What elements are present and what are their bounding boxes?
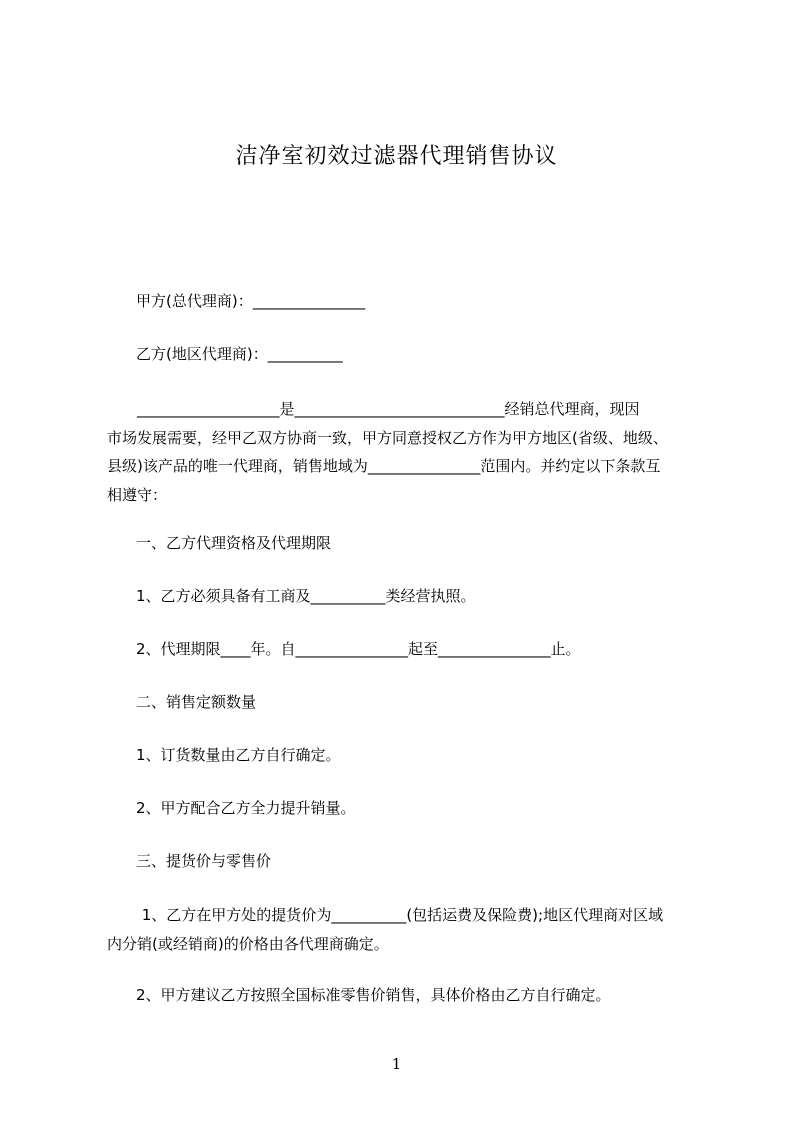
document-title: 洁净室初效过滤器代理销售协议 xyxy=(235,144,558,169)
intro-line: 相遵守： xyxy=(107,485,168,504)
intro-line: 县级)该产品的唯一代理商，销售地域为_______________范围内。并约定以下条款互 xyxy=(107,457,661,475)
section-3-heading: 三、提货价与零售价 xyxy=(136,852,272,870)
intro-line: 市场发展需要，经甲乙双方协商一致，甲方同意授权乙方作为甲方地区(省级、地级、 xyxy=(107,428,668,447)
section-1-item-1: 1、乙方必须具备有工商及__________类经营执照。 xyxy=(136,587,476,605)
party-a-line: 甲方(总代理商)：_______________ xyxy=(136,292,366,310)
section-1-heading: 一、乙方代理资格及代理期限 xyxy=(136,534,332,552)
section-1-item-2: 2、代理期限____年。自_______________起至_______________止。 xyxy=(136,640,581,658)
section-3-item-1-line: 内分销(或经销商)的价格由各代理商确定。 xyxy=(107,934,389,953)
party-b-line: 乙方(地区代理商)：__________ xyxy=(136,345,343,363)
intro-paragraph xyxy=(107,395,715,509)
section-3-item-1-line: 1、乙方在甲方处的提货价为__________(包括运费及保险费);地区代理商对区域 xyxy=(137,906,664,924)
section-3-item-1 xyxy=(107,901,715,958)
section-2-item-1: 1、订货数量由乙方自行确定。 xyxy=(136,746,341,764)
section-2-heading: 二、销售定额数量 xyxy=(136,693,257,711)
intro-line: ___________________是____________________________经销总代理商，现因 xyxy=(137,400,640,418)
section-2-item-2: 2、甲方配合乙方全力提升销量。 xyxy=(136,799,356,817)
page-number: 1 xyxy=(391,1055,402,1073)
section-3-item-2: 2、甲方建议乙方按照全国标准零售价销售，具体价格由乙方自行确定。 xyxy=(136,986,611,1004)
